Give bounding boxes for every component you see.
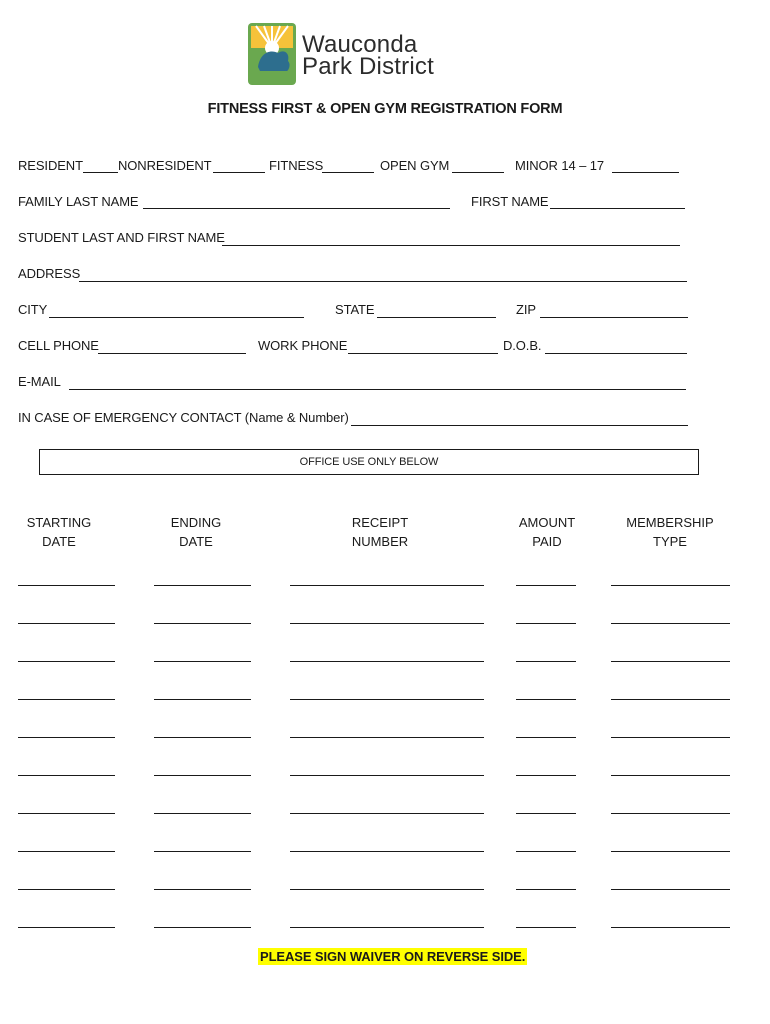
cell-phone-label: CELL PHONE (18, 338, 99, 353)
ending-date-line[interactable] (154, 813, 251, 814)
receipt-number-line[interactable] (290, 851, 484, 852)
resident-label: RESIDENT (18, 158, 83, 173)
receipt-number-line[interactable] (290, 813, 484, 814)
ending-date-line[interactable] (154, 585, 251, 586)
receipt-number-line[interactable] (290, 623, 484, 624)
fitness-blank[interactable] (322, 172, 374, 173)
membership-type-line[interactable] (611, 889, 730, 890)
receipt-number-line[interactable] (290, 889, 484, 890)
zip-field[interactable] (540, 317, 688, 318)
logo-wordmark (302, 31, 434, 80)
receipt-number-line[interactable] (290, 775, 484, 776)
receipt-number-line[interactable] (290, 661, 484, 662)
cell-phone-field[interactable] (98, 353, 246, 354)
minor-label: MINOR 14 – 17 (515, 158, 605, 173)
membership-type-line[interactable] (611, 775, 730, 776)
amount-paid-line[interactable] (516, 851, 576, 852)
receipt-number-header: RECEIPT NUMBER (351, 515, 409, 549)
membership-type-line[interactable] (611, 623, 730, 624)
amount-paid-line[interactable] (516, 889, 576, 890)
membership-type-line[interactable] (611, 851, 730, 852)
fitness-label: FITNESS (269, 158, 324, 173)
starting-date-line[interactable] (18, 851, 115, 852)
park-logo-icon (248, 23, 296, 85)
address-field[interactable] (79, 281, 687, 282)
starting-date-line[interactable] (18, 661, 115, 662)
dob-label: D.O.B. (503, 338, 542, 353)
amount-paid-line[interactable] (516, 585, 576, 586)
starting-date-header: STARTING DATE (26, 515, 92, 549)
emergency-contact-field[interactable] (351, 425, 688, 426)
membership-type-line[interactable] (611, 661, 730, 662)
starting-date-line[interactable] (18, 585, 115, 586)
ending-date-line[interactable] (154, 661, 251, 662)
student-name-field[interactable] (222, 245, 680, 246)
zip-label: ZIP (516, 302, 536, 317)
ending-date-line[interactable] (154, 851, 251, 852)
family-last-name-label: FAMILY LAST NAME (18, 194, 139, 209)
open-gym-blank[interactable] (452, 172, 504, 173)
work-phone-field[interactable] (348, 353, 498, 354)
membership-type-line[interactable] (611, 737, 730, 738)
park-district-logo (248, 20, 448, 86)
email-field[interactable] (69, 389, 686, 390)
amount-paid-line[interactable] (516, 737, 576, 738)
amount-paid-line[interactable] (516, 661, 576, 662)
state-field[interactable] (377, 317, 496, 318)
amount-paid-line[interactable] (516, 699, 576, 700)
ending-date-line[interactable] (154, 737, 251, 738)
amount-paid-line[interactable] (516, 927, 576, 928)
ending-date-line[interactable] (154, 699, 251, 700)
starting-date-line[interactable] (18, 889, 115, 890)
nonresident-blank[interactable] (213, 172, 265, 173)
starting-date-line[interactable] (18, 927, 115, 928)
student-name-label: STUDENT LAST AND FIRST NAME (18, 230, 225, 245)
state-label: STATE (335, 302, 375, 317)
open-gym-label: OPEN GYM (380, 158, 450, 173)
ending-date-line[interactable] (154, 889, 251, 890)
ending-date-line[interactable] (154, 623, 251, 624)
logo-name-line2: Park District (302, 53, 434, 80)
nonresident-label: NONRESIDENT (118, 158, 212, 173)
membership-type-header: MEMBERSHIP TYPE (626, 515, 714, 549)
resident-blank[interactable] (83, 172, 118, 173)
ending-date-header: ENDING DATE (170, 515, 222, 549)
membership-type-line[interactable] (611, 699, 730, 700)
starting-date-line[interactable] (18, 737, 115, 738)
starting-date-line[interactable] (18, 623, 115, 624)
family-last-name-field[interactable] (143, 208, 450, 209)
first-name-field[interactable] (550, 208, 685, 209)
form-title: FITNESS FIRST & OPEN GYM REGISTRATION FORM (207, 101, 563, 117)
membership-type-line[interactable] (611, 927, 730, 928)
logo-name-line1: Wauconda (302, 31, 418, 58)
receipt-number-line[interactable] (290, 927, 484, 928)
work-phone-label: WORK PHONE (258, 338, 348, 353)
emergency-contact-label: IN CASE OF EMERGENCY CONTACT (Name & Number) (18, 410, 349, 425)
first-name-label: FIRST NAME (471, 194, 549, 209)
amount-paid-line[interactable] (516, 813, 576, 814)
office-use-label: OFFICE USE ONLY BELOW (299, 456, 439, 468)
amount-paid-line[interactable] (516, 623, 576, 624)
minor-blank[interactable] (612, 172, 679, 173)
dob-field[interactable] (545, 353, 687, 354)
starting-date-line[interactable] (18, 775, 115, 776)
starting-date-line[interactable] (18, 699, 115, 700)
city-field[interactable] (49, 317, 304, 318)
membership-type-line[interactable] (611, 585, 730, 586)
email-label: E-MAIL (18, 374, 61, 389)
amount-paid-header: AMOUNT PAID (518, 515, 576, 549)
amount-paid-line[interactable] (516, 775, 576, 776)
receipt-number-line[interactable] (290, 737, 484, 738)
ending-date-line[interactable] (154, 775, 251, 776)
waiver-notice: PLEASE SIGN WAIVER ON REVERSE SIDE. (260, 949, 526, 964)
receipt-number-line[interactable] (290, 699, 484, 700)
city-label: CITY (18, 302, 48, 317)
receipt-number-line[interactable] (290, 585, 484, 586)
ending-date-line[interactable] (154, 927, 251, 928)
office-use-box (39, 449, 699, 475)
membership-type-line[interactable] (611, 813, 730, 814)
starting-date-line[interactable] (18, 813, 115, 814)
address-label: ADDRESS (18, 266, 81, 281)
